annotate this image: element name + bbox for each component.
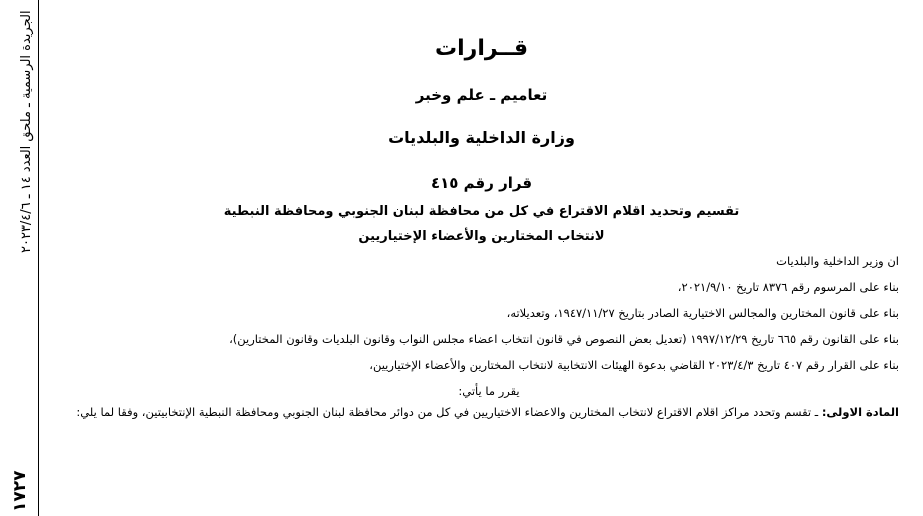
preamble-basis-2: بناء على قانون المختارين والمجالس الاختيارية الصادر بتاريخ ١٩٤٧/١١/٢٧، وتعديلاته، — [506, 306, 899, 320]
decision-subject-line-2: لانتخاب المختارين والأعضاء الإختياريين — [358, 229, 605, 244]
page-number: ١٧٢٧ — [10, 470, 30, 512]
margin-strip — [0, 0, 40, 516]
decision-subject — [40, 199, 923, 249]
preamble-basis-3: بناء على القانون رقم ٦٦٥ تاريخ ١٩٩٧/١٢/٢٩ (تعديل بعض النصوص في قانون انتخاب اعضاء مجلس النواب وقانون البلديات وقانون المختارين)، — [229, 332, 899, 346]
preamble-basis-4: بناء على القرار رقم ٤٠٧ تاريخ ٢٠٢٣/٤/٣ القاضي بدعوة الهيئات الانتخابية لانتخاب المختارين والأعضاء الإختياريين، — [369, 358, 899, 372]
article-1-label: المادة الاولى: — [821, 405, 899, 419]
decision-subject-line-1: تقسيم وتحديد اقلام الاقتراع في كل من محافظة لبنان الجنوبي ومحافظة النبطية — [223, 204, 740, 219]
section-title: قــرارات — [435, 36, 528, 61]
ministry-heading: وزارة الداخلية والبلديات — [388, 128, 575, 147]
subsection-title: تعاميم ـ علم وخبر — [415, 86, 548, 104]
decides-line: يقرر ما يأتي: — [458, 384, 520, 398]
article-1-text: ـ تقسم وتحدد مراكز اقلام الاقتراع لانتخاب المختارين والاعضاء الاختياريين في كل من دوائر محافظة لبنان الجنوبي ومحافظة النبطية الإنتخابيتين، وفقا لما يلي: — [76, 405, 822, 419]
decision-preamble — [39, 248, 899, 404]
gazette-running-header: الجريدة الرسمية ـ ملحق العدد ١٤ ـ ٢٠٢٣/٤/٦ — [19, 10, 34, 253]
document-page — [40, 0, 923, 516]
preamble-basis-1: بناء على المرسوم رقم ٨٣٧٦ تاريخ ٢٠٢١/٩/١٠، — [677, 280, 899, 294]
preamble-intro: ان وزير الداخلية والبلديات — [776, 254, 899, 268]
article-1 — [39, 405, 899, 419]
decision-number: قرار رقم ٤١٥ — [430, 174, 533, 192]
